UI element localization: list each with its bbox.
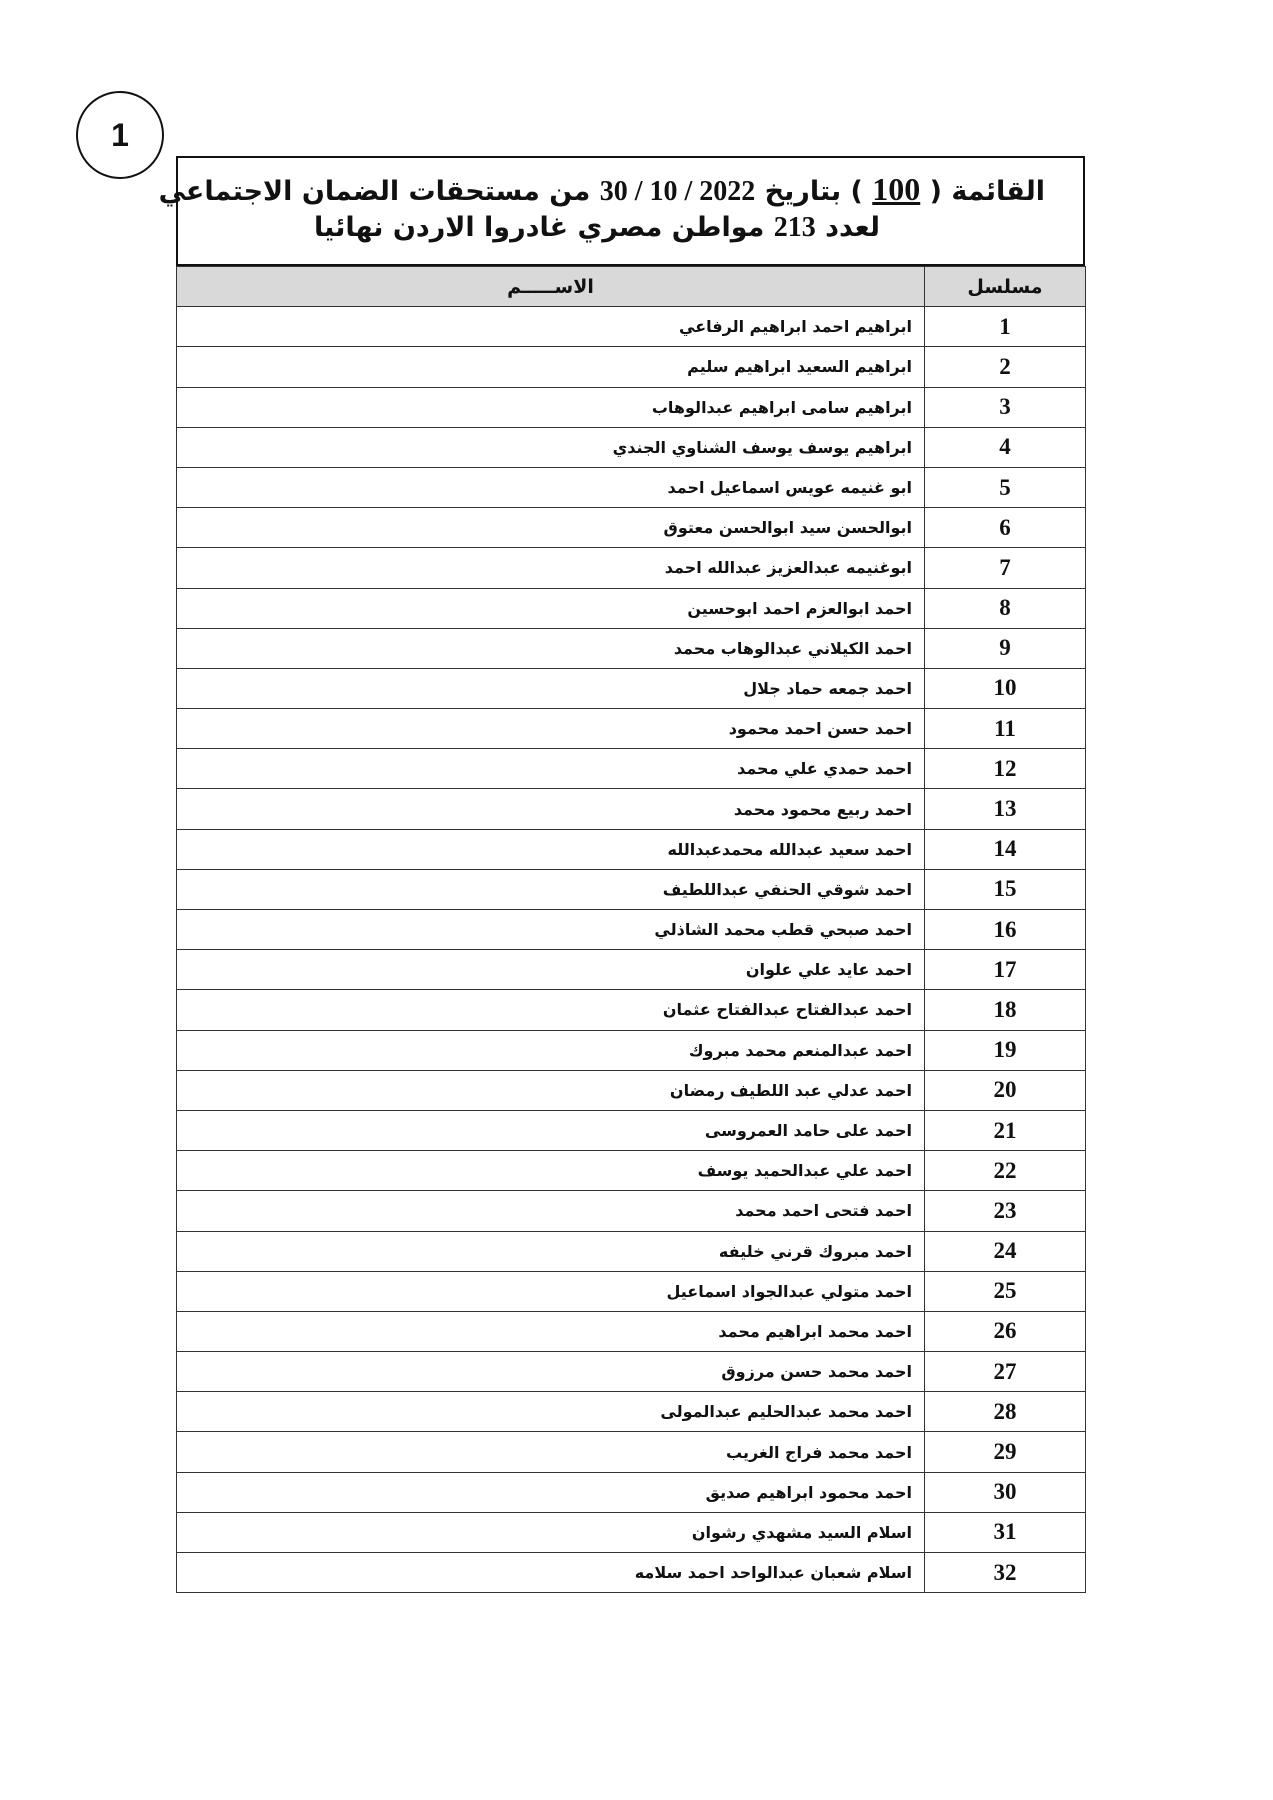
table-row — [177, 789, 1086, 829]
table-row — [177, 1553, 1086, 1593]
name-cell: ابراهيم احمد ابراهيم الرفاعي — [177, 307, 925, 347]
name-cell: احمد على حامد العمروسى — [177, 1110, 925, 1150]
table-row — [177, 950, 1086, 990]
name-cell: احمد جمعه حماد جلال — [177, 668, 925, 708]
list-number: 100 — [872, 170, 921, 207]
name-cell: احمد ربيع محمود محمد — [177, 789, 925, 829]
title-line-2 — [216, 210, 1045, 246]
serial-cell: 26 — [925, 1311, 1086, 1351]
serial-cell: 4 — [925, 427, 1086, 467]
list-date: 30 / 10 / 2022 — [599, 175, 756, 207]
serial-cell: 32 — [925, 1553, 1086, 1593]
serial-cell: 2 — [925, 347, 1086, 387]
name-cell: احمد الكيلاني عبدالوهاب محمد — [177, 628, 925, 668]
serial-cell: 14 — [925, 829, 1086, 869]
name-cell: احمد شوقي الحنفي عبداللطيف — [177, 869, 925, 909]
name-cell: احمد سعيد عبدالله محمدعبدالله — [177, 829, 925, 869]
serial-cell: 22 — [925, 1151, 1086, 1191]
table-row — [177, 1030, 1086, 1070]
name-cell: ابو غنيمه عويس اسماعيل احمد — [177, 467, 925, 507]
table-row — [177, 1512, 1086, 1552]
table-row — [177, 1191, 1086, 1231]
name-cell: احمد محمد عبدالحليم عبدالمولى — [177, 1392, 925, 1432]
table-row — [177, 1311, 1086, 1351]
header-name: الاســـــم — [177, 267, 925, 307]
name-cell: اسلام شعبان عبدالواحد احمد سلامه — [177, 1553, 925, 1593]
serial-cell: 25 — [925, 1271, 1086, 1311]
serial-cell: 6 — [925, 508, 1086, 548]
table-row — [177, 1432, 1086, 1472]
serial-cell: 15 — [925, 869, 1086, 909]
table-header-row — [177, 267, 1086, 307]
name-cell: احمد عايد علي علوان — [177, 950, 925, 990]
table-row — [177, 1110, 1086, 1150]
name-cell: اسلام السيد مشهدي رشوان — [177, 1512, 925, 1552]
serial-cell: 7 — [925, 548, 1086, 588]
title-line-1 — [158, 170, 1045, 210]
table-row — [177, 387, 1086, 427]
name-cell: ابراهيم السعيد ابراهيم سليم — [177, 347, 925, 387]
serial-cell: 17 — [925, 950, 1086, 990]
serial-cell: 27 — [925, 1352, 1086, 1392]
serial-cell: 30 — [925, 1472, 1086, 1512]
name-cell: ابراهيم سامى ابراهيم عبدالوهاب — [177, 387, 925, 427]
table-row — [177, 1472, 1086, 1512]
serial-cell: 11 — [925, 709, 1086, 749]
table-row — [177, 869, 1086, 909]
name-cell: احمد صبحي قطب محمد الشاذلي — [177, 910, 925, 950]
table-row — [177, 749, 1086, 789]
serial-cell: 16 — [925, 910, 1086, 950]
table-row — [177, 628, 1086, 668]
serial-cell: 28 — [925, 1392, 1086, 1432]
serial-cell: 29 — [925, 1432, 1086, 1472]
serial-cell: 31 — [925, 1512, 1086, 1552]
table-row — [177, 1352, 1086, 1392]
name-cell: احمد علي عبدالحميد يوسف — [177, 1151, 925, 1191]
name-cell: ابراهيم يوسف يوسف الشناوي الجندي — [177, 427, 925, 467]
title-line2-prefix: لعدد — [825, 211, 880, 243]
table-row — [177, 1271, 1086, 1311]
table-row — [177, 910, 1086, 950]
name-cell: احمد حسن احمد محمود — [177, 709, 925, 749]
serial-cell: 5 — [925, 467, 1086, 507]
serial-cell: 21 — [925, 1110, 1086, 1150]
citizen-count: 213 — [773, 211, 816, 243]
table-row — [177, 427, 1086, 467]
beneficiaries-table — [176, 266, 1086, 1593]
name-cell: احمد فتحى احمد محمد — [177, 1191, 925, 1231]
header-serial: مسلسل — [925, 267, 1086, 307]
name-cell: احمد محمد فراج الغريب — [177, 1432, 925, 1472]
table-row — [177, 548, 1086, 588]
serial-cell: 1 — [925, 307, 1086, 347]
name-cell: احمد متولي عبدالجواد اسماعيل — [177, 1271, 925, 1311]
name-cell: احمد محمد حسن مرزوق — [177, 1352, 925, 1392]
table-row — [177, 668, 1086, 708]
name-cell: احمد محمود ابراهيم صديق — [177, 1472, 925, 1512]
table-row — [177, 508, 1086, 548]
table-row — [177, 1231, 1086, 1271]
table-row — [177, 829, 1086, 869]
name-cell: احمد عدلي عبد اللطيف رمضان — [177, 1070, 925, 1110]
serial-cell: 23 — [925, 1191, 1086, 1231]
title-line1-suffix: من مستحقات الضمان الاجتماعي — [158, 175, 591, 207]
page-number: 1 — [111, 116, 129, 153]
serial-cell: 13 — [925, 789, 1086, 829]
table-row — [177, 1392, 1086, 1432]
serial-cell: 24 — [925, 1231, 1086, 1271]
table-row — [177, 709, 1086, 749]
name-cell: احمد حمدي علي محمد — [177, 749, 925, 789]
table-row — [177, 1070, 1086, 1110]
name-cell: ابوغنيمه عبدالعزيز عبدالله احمد — [177, 548, 925, 588]
table-row — [177, 467, 1086, 507]
name-cell: احمد مبروك قرني خليفه — [177, 1231, 925, 1271]
table-row — [177, 588, 1086, 628]
title-line1-prefix: القائمة ( — [929, 175, 1045, 207]
serial-cell: 8 — [925, 588, 1086, 628]
serial-cell: 18 — [925, 990, 1086, 1030]
serial-cell: 3 — [925, 387, 1086, 427]
title-line1-middle: ) بتاريخ — [764, 175, 863, 207]
serial-cell: 9 — [925, 628, 1086, 668]
title-line2-suffix: مواطن مصري غادروا الاردن نهائيا — [314, 211, 765, 243]
name-cell: احمد ابوالعزم احمد ابوحسين — [177, 588, 925, 628]
name-cell: احمد عبدالمنعم محمد مبروك — [177, 1030, 925, 1070]
serial-cell: 10 — [925, 668, 1086, 708]
table-row — [177, 990, 1086, 1030]
table-row — [177, 347, 1086, 387]
table-row — [177, 307, 1086, 347]
name-cell: ابوالحسن سيد ابوالحسن معتوق — [177, 508, 925, 548]
page-number-badge — [76, 91, 164, 179]
table-body — [177, 307, 1086, 1593]
name-cell: احمد محمد ابراهيم محمد — [177, 1311, 925, 1351]
name-cell: احمد عبدالفتاح عبدالفتاح عثمان — [177, 990, 925, 1030]
serial-cell: 20 — [925, 1070, 1086, 1110]
document-title-box — [158, 156, 1085, 266]
table-row — [177, 1151, 1086, 1191]
serial-cell: 19 — [925, 1030, 1086, 1070]
serial-cell: 12 — [925, 749, 1086, 789]
